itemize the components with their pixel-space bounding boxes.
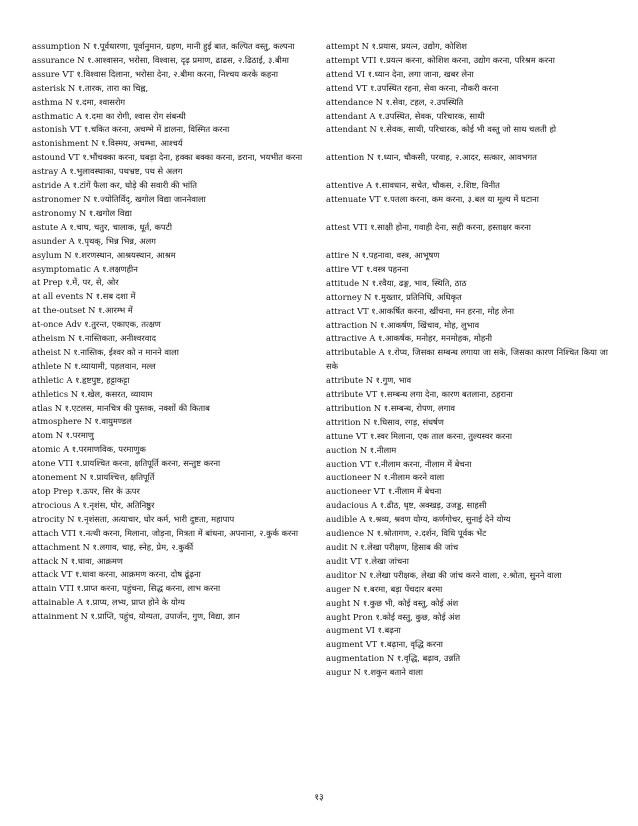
entry: athlete N १.व्यायामी, पहलवान, मल्ल	[32, 360, 156, 371]
entry: attentive A १.सावधान, सचेत, चौकस, २.शिष्ट, विनीत	[326, 180, 500, 191]
entry: auditor N १.लेखा परीक्षक, लेखा की जांच करने वाला, २.श्रोता, सुनने वाला	[326, 569, 562, 580]
entry: attire VT १.वस्त्र पहनना	[326, 263, 409, 274]
entry: audible A १.श्रव्य, श्रवण योग्य, कर्णगोचर, सुनाई देने योग्य	[326, 514, 511, 525]
entry: augur N १.शकुन बताने वाला	[326, 667, 424, 678]
entry: attributable A १.रोप्य, जिसका सम्बन्ध लगाया जा सके, जिसका कारण निश्चित किया जा सके	[326, 347, 608, 372]
entry: attenuate VT १.पतला करना, कम करना, ३.बल या मूल्य में घटाना	[326, 194, 539, 205]
entry: attest VTI १.साक्षी होना, गवाही देना, सही करना, हस्ताक्षर करना	[326, 222, 531, 233]
entry: assurance N १.आश्वासन, भरोसा, विश्वास, दृढ़ प्रमाण, ढाढस, २.ढिठाई, ३.बीमा	[32, 54, 289, 65]
entry: auctioneer VT १.नीलाम में बेचना	[326, 486, 442, 497]
entry: astute A १.चाघ, चतुर, चालाक, धूर्त, कपटी	[32, 221, 172, 232]
entry: astonish VT १.चकित करना, अचम्भे में डालना, विस्मित करना	[32, 124, 230, 135]
entry: attune VT १.स्वर मिलाना, एक ताल करना, तुल्यस्वर करना	[326, 430, 513, 441]
entry: atone VTI १.प्रायश्चित करना, क्षतिपूर्ति करना, सन्तुष्ट करना	[32, 458, 221, 469]
entry: attire N १.पहनावा, वस्त्र, आभूषण	[326, 249, 440, 260]
entry: at all events N १.सब दशा में	[32, 291, 136, 302]
entry: astride A १.टांगें फैला कर, घोड़े की सवारी की भांति	[32, 180, 197, 191]
entry: asylum N १.शरणस्थान, आश्रयस्थान, आश्रम	[32, 249, 176, 260]
entry: astray A १.भुलावस्थाका, पथभ्रष्ट, पथ से अलग	[32, 166, 183, 177]
entry: asthmatic A १.दमा का रोगी, श्वास रोग संबन्धी	[32, 110, 186, 121]
left-column	[32, 40, 316, 624]
entry: astronomy N १.खगोल विद्या	[32, 207, 132, 218]
dictionary-page	[32, 40, 608, 780]
entry: attorney N १.मुख्तार, प्रतिनिधि, अधिकृत	[326, 291, 462, 302]
entry: auger N १.बरमा, बड़ा पेंचदार बरमा	[326, 583, 443, 594]
entry: asthma N १.दमा, श्वासरोग	[32, 96, 126, 107]
entry: attempt VTI १.प्रयत्न करना, कोशिश करना, उद्योग करना, परिश्रम करना	[326, 54, 555, 65]
entry: atheism N १.नास्तिकता, अनीश्वरवाद	[32, 333, 156, 344]
entry: aught N १.कुछ भी, कोई वस्तु, कोई अंश	[326, 597, 459, 608]
entry: attribute VT १.सम्बन्ध लगा देना, कारण बतलाना, ठहराना	[326, 389, 513, 400]
entry: attempt N १.प्रयास, प्रयत्न, उद्योग, कोशिश	[326, 41, 467, 51]
entry: atom N १.परमाणु	[32, 430, 94, 441]
entry: audit VT १.लेखा जांचना	[326, 555, 409, 566]
entry: auctioneer N १.नीलाम करने वाला	[326, 472, 445, 483]
entry: augment VI १.बढ़ना	[326, 625, 401, 636]
entry: attend VT १.उपस्थित रहना, सेवा करना, नौकरी करना	[326, 82, 499, 93]
entry: auction N १.नीलाम	[326, 444, 397, 455]
entry: attribution N १.सम्बन्ध, रोपण, लगाव	[326, 402, 456, 413]
entry: attention N १.ध्यान, चौकसी, परवाह, २.आदर, सत्कार, आवभगत	[326, 152, 537, 163]
entry: at Prep १.में, पर, से, ओर	[32, 277, 119, 288]
entry: attract VT १.आकर्षित करना, खींचना, मन हरना, मोह लेना	[326, 305, 515, 316]
entry: astound VT १.भौंचक्का करना, घबड़ा देना, हक्का बक्का करना, डराना, भयभीत करना	[32, 152, 303, 163]
entry: audacious A १.ढीठ, धृष्ट, अक्खड़, उजड्ड, साहसी	[326, 500, 487, 511]
entry: auction VT १.नीलाम करना, नीलाम में बेचना	[326, 458, 472, 469]
entry: attitude N १.रवैया, ढङ्ग, भाव, स्थिति, ठाठ	[326, 277, 467, 288]
entry: attack VT १.धावा करना, आक्रमण करना, दोष ढूंढ़ना	[32, 569, 201, 580]
entry: asymptomatic A १.लक्षणहीन	[32, 263, 138, 274]
entry: attachment N १.लगाव, चाह, स्नेह, प्रेम, २.कुर्की	[32, 541, 194, 552]
entry: attainable A १.प्राप्य, लभ्य, प्राप्त होने के योग्य	[32, 597, 185, 608]
entry: assure VT १.विश्वास दिलाना, भरोसा देना, २.बीमा करना, निश्चय करके कहना	[32, 68, 278, 79]
entry: attainment N १.प्राप्ति, पहुंच, योग्यता, उपार्जन, गुण, विद्या, ज्ञान	[32, 611, 240, 622]
entry: attraction N १.आकर्षण, खिंचाव, मोह, लुभाव	[326, 319, 480, 330]
page-number: १३	[314, 793, 324, 803]
entry: asunder A १.पृथक्, भिन्न भिन्न, अलग	[32, 235, 156, 246]
entry: augmentation N १.वृद्धि, बढ़ाव, उन्नति	[326, 653, 461, 664]
entry: atop Prep १.ऊपर, सिर के ऊपर	[32, 486, 140, 496]
entry: attend VI १.ध्यान देना, लगा जाना, खबर लेना	[326, 68, 474, 79]
entry: attendance N १.सेवा, टहल, २.उपस्थिति	[326, 96, 464, 107]
entry: at-once Adv १.तुरन्त, एकाएक, तत्क्षण	[32, 319, 161, 330]
entry: atmosphere N १.वायुमण्डल	[32, 416, 132, 427]
entry: attractive A १.आकर्षक, मनोहर, मनमोहक, मोहनी	[326, 333, 493, 344]
entry: atonement N १.प्रायश्चित्त, क्षतिपूर्ति	[32, 472, 155, 483]
entry: attain VTI १.प्राप्त करना, पहुंचना, सिद्ध करना, लाभ करना	[32, 583, 221, 594]
entry: astronomer N १.ज्योतिर्विद्, खगोल विद्या जाननेवाला	[32, 193, 206, 204]
entry: atlas N १.एटलस, मानचित्र की पुस्तक, नक्शों की किताब	[32, 402, 210, 413]
right-column	[326, 40, 610, 680]
entry: attendant A १.उपस्थित, सेवक, परिचारक, साथी	[326, 110, 485, 121]
entry: attrition N १.घिसाव, रगड़, संघर्षण	[326, 416, 444, 427]
entry: attendant N १.सेवक, साथी, परिचारक, कोई भी वस्तु जो साथ चलती हो	[326, 124, 557, 135]
entry: astonishment N १.विस्मय, अचम्भा, आश्चर्य	[32, 138, 183, 149]
entry: attach VTI १.नत्थी करना, मिलाना, जोड़ना, मित्रता में बांधना, अपनाना, २.कुर्क करना	[32, 527, 298, 538]
entry: atrocity N १.नृशंसता, अत्याचार, घोर कर्म, भारी दुष्टता, महापाप	[32, 513, 235, 524]
entry: atheist N १.नास्तिक, ईश्वर को न मानने वाला	[32, 346, 179, 357]
entry: assumption N १.पूर्वधारणा, पूर्वानुमान, ग्रहण, मानी हुई बात, कल्पित वस्तु, कल्पना	[32, 41, 295, 51]
entry: aught Pron १.कोई वस्तु, कुछ, कोई अंश	[326, 611, 461, 622]
entry: audience N १.श्रोतागण, २.दर्शन, विधि पूर्वक भेंट	[326, 528, 487, 539]
entry: at the-outset N १.आरम्भ में	[32, 305, 133, 316]
entry: attack N १.धावा, आक्रमण	[32, 555, 123, 566]
entry: athletics N १.खेल, कसरत, व्यायाम	[32, 388, 153, 399]
entry: atomic A १.परमाणविक, परमाणुक	[32, 444, 146, 455]
entry: audit N १.लेखा परीक्षण, हिसाब की जांच	[326, 542, 459, 552]
entry: atrocious A १.नृशंस, घोर, अतिनिष्ठुर	[32, 499, 155, 510]
entry: athletic A १.हृष्टपुष्ट, हट्टाकट्टा	[32, 374, 130, 385]
entry: augment VT १.बढ़ाना, वृद्धि करना	[326, 639, 443, 650]
entry: asterisk N १.तारक, तारा का चिह्न,	[32, 82, 149, 93]
entry: attribute N १.गुण, भाव	[326, 375, 412, 386]
